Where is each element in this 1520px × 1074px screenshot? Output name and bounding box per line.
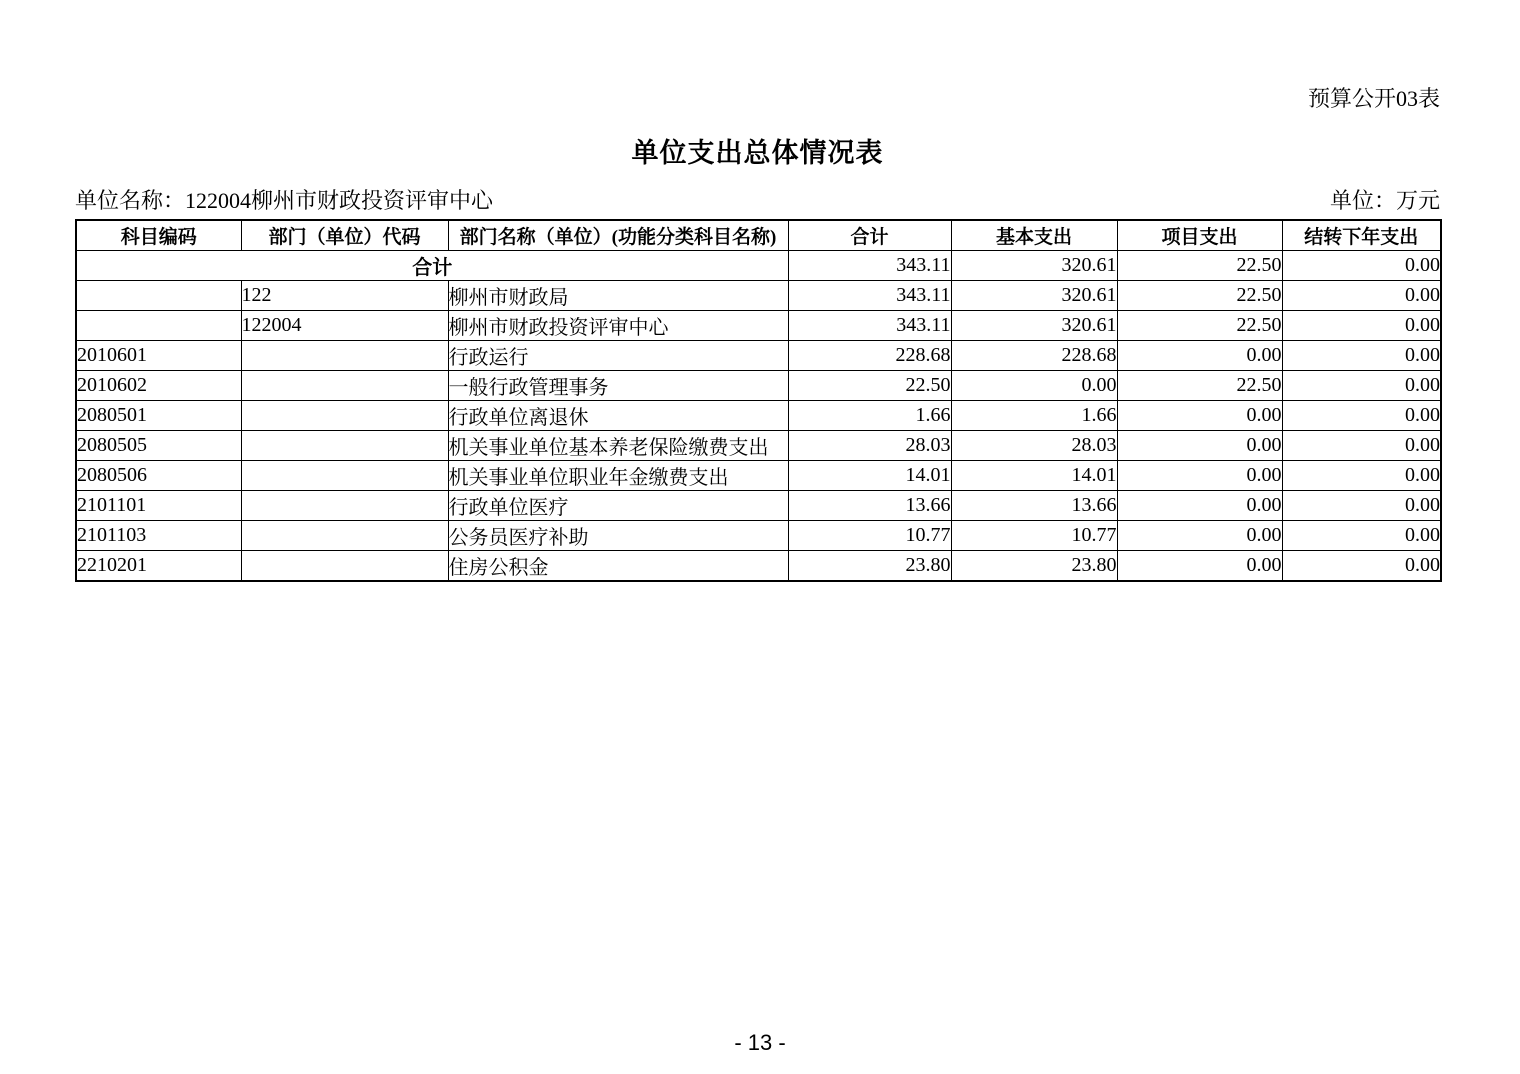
dept-name-cell: 行政单位离退休 — [448, 401, 788, 431]
table-row — [76, 491, 1441, 521]
carryover-cell: 0.00 — [1282, 341, 1441, 371]
basic-cell: 14.01 — [951, 461, 1117, 491]
total-cell: 28.03 — [788, 431, 951, 461]
carryover-cell: 0.00 — [1282, 431, 1441, 461]
basic-cell: 228.68 — [951, 341, 1117, 371]
dept-name-cell: 机关事业单位职业年金缴费支出 — [448, 461, 788, 491]
page-number: - 13 - — [734, 1030, 786, 1055]
col-header-project: 项目支出 — [1117, 220, 1282, 251]
unit-name: 单位名称：122004柳州市财政投资评审中心 — [75, 188, 494, 213]
table-row — [76, 371, 1441, 401]
dept-code-cell: 122004 — [241, 311, 448, 341]
col-header-subject-code: 科目编码 — [76, 220, 241, 251]
total-cell: 228.68 — [788, 341, 951, 371]
subject-code-cell: 2101103 — [76, 521, 241, 551]
project-cell: 22.50 — [1117, 311, 1282, 341]
carryover-cell: 0.00 — [1282, 491, 1441, 521]
dept-name-cell: 行政单位医疗 — [448, 491, 788, 521]
carryover-cell: 0.00 — [1282, 311, 1441, 341]
dept-name-cell: 机关事业单位基本养老保险缴费支出 — [448, 431, 788, 461]
subject-code-cell: 2010602 — [76, 371, 241, 401]
total-project-cell: 22.50 — [1117, 251, 1282, 281]
basic-cell: 320.61 — [951, 281, 1117, 311]
dept-name-cell: 住房公积金 — [448, 551, 788, 582]
dept-name-cell: 公务员医疗补助 — [448, 521, 788, 551]
total-cell: 14.01 — [788, 461, 951, 491]
dept-code-cell — [241, 431, 448, 461]
basic-cell: 23.80 — [951, 551, 1117, 582]
table-row — [76, 341, 1441, 371]
dept-code-cell — [241, 341, 448, 371]
document-page — [75, 0, 1440, 582]
subject-code-cell: 2010601 — [76, 341, 241, 371]
dept-code-cell — [241, 401, 448, 431]
table-row — [76, 281, 1441, 311]
dept-code-cell — [241, 371, 448, 401]
project-cell: 0.00 — [1117, 551, 1282, 582]
dept-name-cell: 柳州市财政投资评审中心 — [448, 311, 788, 341]
unit-currency: 单位：万元 — [1329, 188, 1440, 213]
dept-name-cell: 行政运行 — [448, 341, 788, 371]
table-row — [76, 521, 1441, 551]
carryover-cell: 0.00 — [1282, 521, 1441, 551]
project-cell: 0.00 — [1117, 401, 1282, 431]
subject-code-cell — [76, 281, 241, 311]
basic-cell: 0.00 — [951, 371, 1117, 401]
total-cell: 1.66 — [788, 401, 951, 431]
dept-name-cell: 柳州市财政局 — [448, 281, 788, 311]
doc-label: 预算公开03表 — [1307, 86, 1440, 111]
project-cell: 22.50 — [1117, 371, 1282, 401]
dept-code-cell — [241, 521, 448, 551]
carryover-cell: 0.00 — [1282, 551, 1441, 582]
dept-name-cell: 一般行政管理事务 — [448, 371, 788, 401]
col-header-dept-code: 部门（单位）代码 — [241, 220, 448, 251]
carryover-cell: 0.00 — [1282, 461, 1441, 491]
carryover-cell: 0.00 — [1282, 281, 1441, 311]
dept-code-cell: 122 — [241, 281, 448, 311]
dept-code-cell — [241, 491, 448, 521]
subject-code-cell: 2210201 — [76, 551, 241, 582]
basic-cell: 1.66 — [951, 401, 1117, 431]
total-cell: 10.77 — [788, 521, 951, 551]
table-header-row — [76, 220, 1441, 251]
table-total-row — [76, 251, 1441, 281]
total-cell: 22.50 — [788, 371, 951, 401]
basic-cell: 10.77 — [951, 521, 1117, 551]
carryover-cell: 0.00 — [1282, 371, 1441, 401]
table-row — [76, 311, 1441, 341]
col-header-carryover: 结转下年支出 — [1282, 220, 1441, 251]
table-row — [76, 461, 1441, 491]
meta-line — [75, 187, 1440, 214]
total-cell: 23.80 — [788, 551, 951, 582]
dept-code-cell — [241, 551, 448, 582]
table-row — [76, 431, 1441, 461]
project-cell: 0.00 — [1117, 431, 1282, 461]
total-basic-cell: 320.61 — [951, 251, 1117, 281]
col-header-basic: 基本支出 — [951, 220, 1117, 251]
project-cell: 0.00 — [1117, 521, 1282, 551]
basic-cell: 320.61 — [951, 311, 1117, 341]
basic-cell: 28.03 — [951, 431, 1117, 461]
table-row — [76, 401, 1441, 431]
total-cell: 13.66 — [788, 491, 951, 521]
subject-code-cell: 2080505 — [76, 431, 241, 461]
expenditure-table — [75, 219, 1442, 582]
col-header-total: 合计 — [788, 220, 951, 251]
basic-cell: 13.66 — [951, 491, 1117, 521]
project-cell: 0.00 — [1117, 341, 1282, 371]
total-carryover-cell: 0.00 — [1282, 251, 1441, 281]
total-cell: 343.11 — [788, 311, 951, 341]
subject-code-cell — [76, 311, 241, 341]
total-total-cell: 343.11 — [788, 251, 951, 281]
dept-code-cell — [241, 461, 448, 491]
subject-code-cell: 2080501 — [76, 401, 241, 431]
table-row — [76, 551, 1441, 582]
project-cell: 0.00 — [1117, 461, 1282, 491]
subject-code-cell: 2080506 — [76, 461, 241, 491]
page-title: 单位支出总体情况表 — [631, 138, 884, 168]
project-cell: 0.00 — [1117, 491, 1282, 521]
subject-code-cell: 2101101 — [76, 491, 241, 521]
project-cell: 22.50 — [1117, 281, 1282, 311]
total-label-cell: 合计 — [76, 251, 788, 281]
carryover-cell: 0.00 — [1282, 401, 1441, 431]
total-cell: 343.11 — [788, 281, 951, 311]
col-header-dept-name: 部门名称（单位）(功能分类科目名称) — [448, 220, 788, 251]
